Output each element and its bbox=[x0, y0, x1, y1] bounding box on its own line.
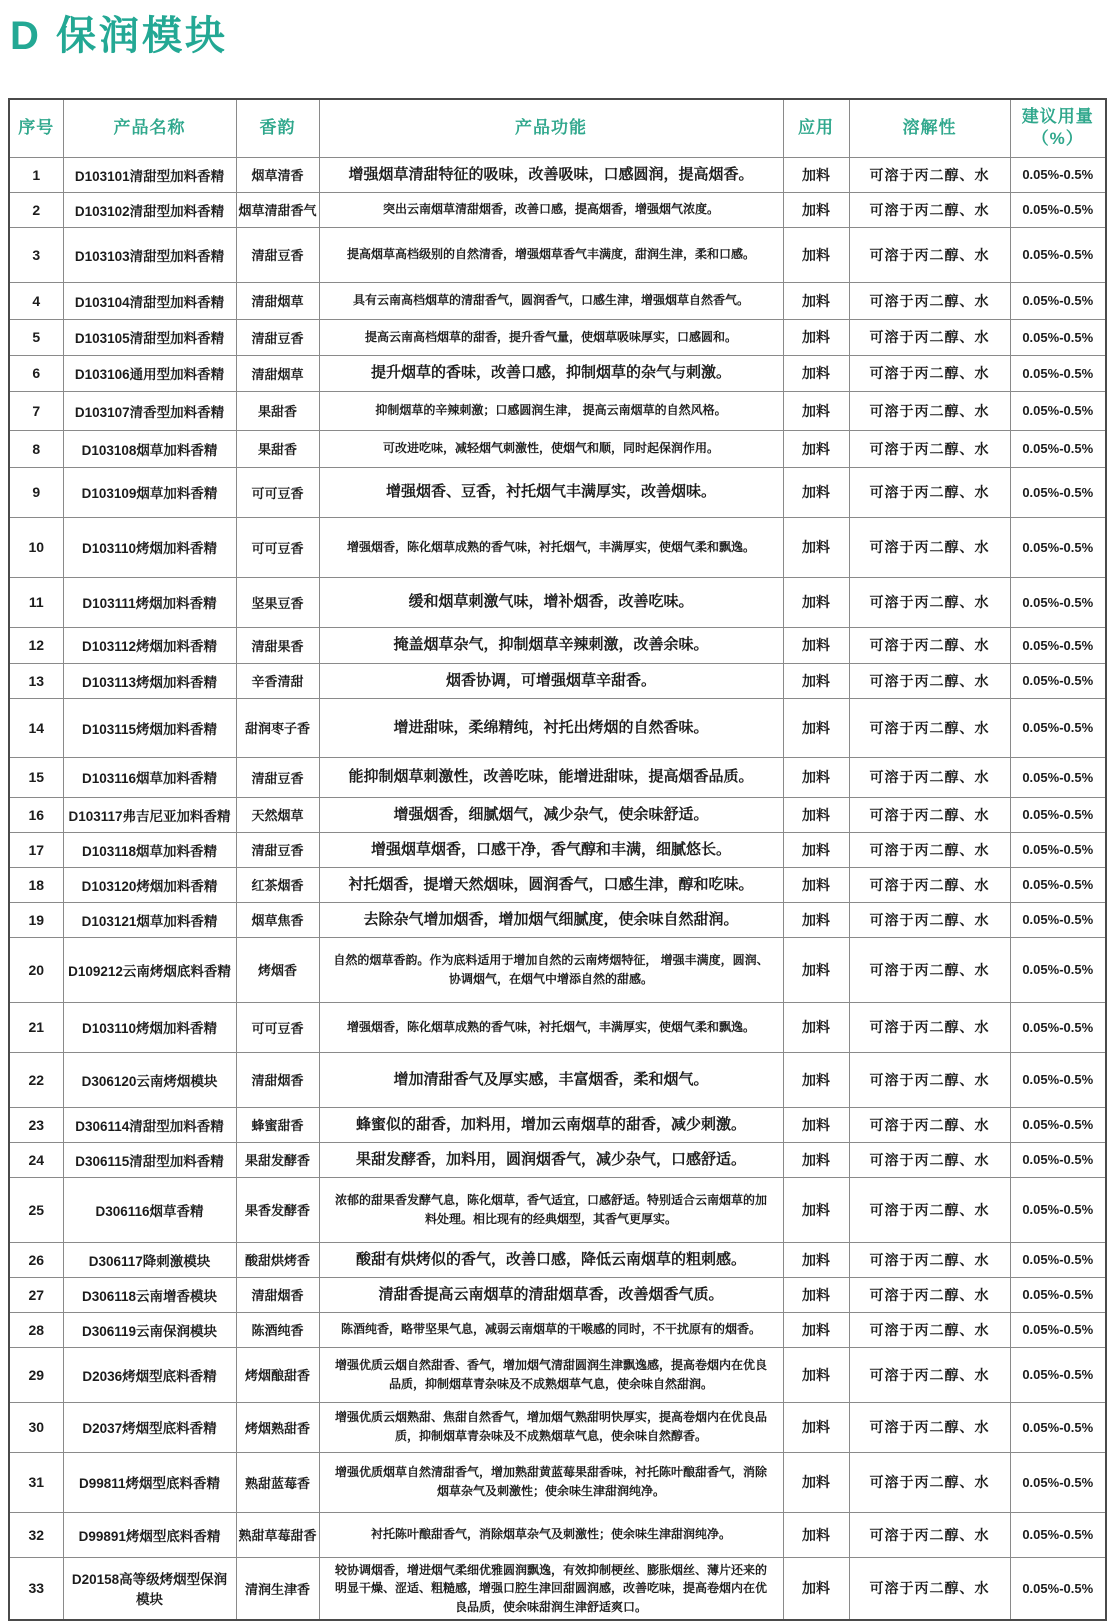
solubility: 可溶于丙二醇、水 bbox=[849, 757, 1010, 797]
aroma: 清甜豆香 bbox=[236, 227, 319, 282]
table-row bbox=[9, 937, 1106, 1002]
product-function: 掩盖烟草杂气，抑制烟草辛辣刺激，改善余味。 bbox=[319, 627, 783, 663]
aroma: 清甜烟草 bbox=[236, 355, 319, 391]
row-number: 27 bbox=[9, 1277, 63, 1312]
product-name: D103112烤烟加料香精 bbox=[63, 627, 236, 663]
row-number: 8 bbox=[9, 430, 63, 467]
dosage: 0.05%-0.5% bbox=[1010, 663, 1106, 698]
product-function: 增进甜味，柔绵精纯，衬托出烤烟的自然香味。 bbox=[319, 698, 783, 757]
solubility: 可溶于丙二醇、水 bbox=[849, 1557, 1010, 1620]
solubility: 可溶于丙二醇、水 bbox=[849, 577, 1010, 627]
product-name: D103103清甜型加料香精 bbox=[63, 227, 236, 282]
solubility: 可溶于丙二醇、水 bbox=[849, 867, 1010, 902]
application: 加料 bbox=[783, 1002, 849, 1052]
application: 加料 bbox=[783, 517, 849, 577]
table-row bbox=[9, 797, 1106, 832]
dosage: 0.05%-0.5% bbox=[1010, 757, 1106, 797]
solubility: 可溶于丙二醇、水 bbox=[849, 1107, 1010, 1142]
application: 加料 bbox=[783, 1277, 849, 1312]
aroma: 果香发酵香 bbox=[236, 1177, 319, 1242]
aroma: 可可豆香 bbox=[236, 467, 319, 517]
solubility: 可溶于丙二醇、水 bbox=[849, 663, 1010, 698]
application: 加料 bbox=[783, 867, 849, 902]
aroma: 陈酒纯香 bbox=[236, 1312, 319, 1347]
product-function: 突出云南烟草清甜烟香，改善口感，提高烟香，增强烟气浓度。 bbox=[319, 192, 783, 227]
table-header-row bbox=[9, 99, 1106, 157]
row-number: 20 bbox=[9, 937, 63, 1002]
aroma: 果甜香 bbox=[236, 430, 319, 467]
application: 加料 bbox=[783, 1052, 849, 1107]
aroma: 辛香清甜 bbox=[236, 663, 319, 698]
dosage: 0.05%-0.5% bbox=[1010, 902, 1106, 937]
product-function: 增强烟香，细腻烟气，减少杂气，使余味舒适。 bbox=[319, 797, 783, 832]
table-row bbox=[9, 1177, 1106, 1242]
product-name: D306119云南保润模块 bbox=[63, 1312, 236, 1347]
dosage: 0.05%-0.5% bbox=[1010, 1142, 1106, 1177]
aroma: 熟甜蓝莓香 bbox=[236, 1452, 319, 1512]
table-row bbox=[9, 467, 1106, 517]
row-number: 5 bbox=[9, 319, 63, 355]
aroma: 清甜烟草 bbox=[236, 282, 319, 319]
aroma: 酸甜烘烤香 bbox=[236, 1242, 319, 1277]
aroma: 清甜果香 bbox=[236, 627, 319, 663]
solubility: 可溶于丙二醇、水 bbox=[849, 698, 1010, 757]
dosage: 0.05%-0.5% bbox=[1010, 430, 1106, 467]
solubility: 可溶于丙二醇、水 bbox=[849, 1277, 1010, 1312]
solubility: 可溶于丙二醇、水 bbox=[849, 1142, 1010, 1177]
product-name: D306116烟草香精 bbox=[63, 1177, 236, 1242]
product-function: 提升烟草的香味，改善口感，抑制烟草的杂气与刺激。 bbox=[319, 355, 783, 391]
product-function: 果甜发酵香，加料用，圆润烟香气，减少杂气，口感舒适。 bbox=[319, 1142, 783, 1177]
dosage: 0.05%-0.5% bbox=[1010, 1312, 1106, 1347]
table-row bbox=[9, 430, 1106, 467]
dosage: 0.05%-0.5% bbox=[1010, 467, 1106, 517]
table-row bbox=[9, 867, 1106, 902]
application: 加料 bbox=[783, 391, 849, 430]
product-table-container bbox=[8, 98, 1112, 1621]
row-number: 26 bbox=[9, 1242, 63, 1277]
dosage: 0.05%-0.5% bbox=[1010, 797, 1106, 832]
product-name: D103105清甜型加料香精 bbox=[63, 319, 236, 355]
application: 加料 bbox=[783, 467, 849, 517]
table-row bbox=[9, 1277, 1106, 1312]
product-function: 提高云南高档烟草的甜香，提升香气量，使烟草吸味厚实，口感圆和。 bbox=[319, 319, 783, 355]
solubility: 可溶于丙二醇、水 bbox=[849, 1402, 1010, 1452]
product-function: 增强烟香，陈化烟草成熟的香气味，衬托烟气，丰满厚实，使烟气柔和飘逸。 bbox=[319, 1002, 783, 1052]
table-row bbox=[9, 902, 1106, 937]
aroma: 清甜豆香 bbox=[236, 319, 319, 355]
application: 加料 bbox=[783, 1242, 849, 1277]
product-name: D103102清甜型加料香精 bbox=[63, 192, 236, 227]
product-name: D306114清甜型加料香精 bbox=[63, 1107, 236, 1142]
row-number: 30 bbox=[9, 1402, 63, 1452]
application: 加料 bbox=[783, 1312, 849, 1347]
table-row bbox=[9, 1347, 1106, 1402]
product-name: D306118云南增香模块 bbox=[63, 1277, 236, 1312]
table-row bbox=[9, 1312, 1106, 1347]
column-header-3: 产品功能 bbox=[319, 99, 783, 157]
dosage: 0.05%-0.5% bbox=[1010, 192, 1106, 227]
product-name: D306120云南烤烟模块 bbox=[63, 1052, 236, 1107]
dosage: 0.05%-0.5% bbox=[1010, 1002, 1106, 1052]
application: 加料 bbox=[783, 1402, 849, 1452]
dosage: 0.05%-0.5% bbox=[1010, 937, 1106, 1002]
solubility: 可溶于丙二醇、水 bbox=[849, 937, 1010, 1002]
table-row bbox=[9, 627, 1106, 663]
aroma: 清甜豆香 bbox=[236, 832, 319, 867]
aroma: 红茶烟香 bbox=[236, 867, 319, 902]
solubility: 可溶于丙二醇、水 bbox=[849, 1052, 1010, 1107]
row-number: 28 bbox=[9, 1312, 63, 1347]
solubility: 可溶于丙二醇、水 bbox=[849, 319, 1010, 355]
solubility: 可溶于丙二醇、水 bbox=[849, 192, 1010, 227]
row-number: 17 bbox=[9, 832, 63, 867]
aroma: 可可豆香 bbox=[236, 517, 319, 577]
dosage: 0.05%-0.5% bbox=[1010, 698, 1106, 757]
row-number: 12 bbox=[9, 627, 63, 663]
table-row bbox=[9, 832, 1106, 867]
solubility: 可溶于丙二醇、水 bbox=[849, 797, 1010, 832]
product-function: 浓郁的甜果香发酵气息，陈化烟草，香气适宜，口感舒适。特别适合云南烟草的加料处理。相比现有的经典烟型，其香气更厚实。 bbox=[319, 1177, 783, 1242]
product-name: D109212云南烤烟底料香精 bbox=[63, 937, 236, 1002]
row-number: 31 bbox=[9, 1452, 63, 1512]
dosage: 0.05%-0.5% bbox=[1010, 1402, 1106, 1452]
column-header-1: 产品名称 bbox=[63, 99, 236, 157]
row-number: 2 bbox=[9, 192, 63, 227]
aroma: 烟草清甜香气 bbox=[236, 192, 319, 227]
dosage: 0.05%-0.5% bbox=[1010, 391, 1106, 430]
product-function: 增强烟草清甜特征的吸味，改善吸味，口感圆润，提高烟香。 bbox=[319, 157, 783, 192]
dosage: 0.05%-0.5% bbox=[1010, 355, 1106, 391]
product-name: D103107清香型加料香精 bbox=[63, 391, 236, 430]
dosage: 0.05%-0.5% bbox=[1010, 1177, 1106, 1242]
product-function: 增强烟香、豆香，衬托烟气丰满厚实，改善烟味。 bbox=[319, 467, 783, 517]
product-function: 具有云南高档烟草的清甜香气，圆润香气，口感生津，增强烟草自然香气。 bbox=[319, 282, 783, 319]
product-name: D103108烟草加料香精 bbox=[63, 430, 236, 467]
application: 加料 bbox=[783, 192, 849, 227]
aroma: 烤烟熟甜香 bbox=[236, 1402, 319, 1452]
product-function: 能抑制烟草刺激性，改善吃味，能增进甜味，提高烟香品质。 bbox=[319, 757, 783, 797]
product-function: 衬托烟香，提增天然烟味，圆润香气，口感生津，醇和吃味。 bbox=[319, 867, 783, 902]
aroma: 果甜香 bbox=[236, 391, 319, 430]
product-function: 清甜香提高云南烟草的清甜烟草香，改善烟香气质。 bbox=[319, 1277, 783, 1312]
table-row bbox=[9, 577, 1106, 627]
row-number: 23 bbox=[9, 1107, 63, 1142]
table-row bbox=[9, 319, 1106, 355]
solubility: 可溶于丙二醇、水 bbox=[849, 430, 1010, 467]
dosage: 0.05%-0.5% bbox=[1010, 1052, 1106, 1107]
product-name: D103104清甜型加料香精 bbox=[63, 282, 236, 319]
application: 加料 bbox=[783, 1177, 849, 1242]
solubility: 可溶于丙二醇、水 bbox=[849, 1347, 1010, 1402]
product-function: 烟香协调，可增强烟草辛甜香。 bbox=[319, 663, 783, 698]
table-row bbox=[9, 1242, 1106, 1277]
column-header-5: 溶解性 bbox=[849, 99, 1010, 157]
product-name: D103116烟草加料香精 bbox=[63, 757, 236, 797]
solubility: 可溶于丙二醇、水 bbox=[849, 517, 1010, 577]
solubility: 可溶于丙二醇、水 bbox=[849, 467, 1010, 517]
row-number: 16 bbox=[9, 797, 63, 832]
table-row bbox=[9, 391, 1106, 430]
dosage: 0.05%-0.5% bbox=[1010, 1512, 1106, 1557]
page-title: D 保润模块 bbox=[10, 14, 228, 58]
application: 加料 bbox=[783, 757, 849, 797]
product-table-body bbox=[9, 157, 1106, 1620]
dosage: 0.05%-0.5% bbox=[1010, 867, 1106, 902]
table-row bbox=[9, 355, 1106, 391]
row-number: 32 bbox=[9, 1512, 63, 1557]
application: 加料 bbox=[783, 663, 849, 698]
application: 加料 bbox=[783, 227, 849, 282]
row-number: 7 bbox=[9, 391, 63, 430]
product-name: D103111烤烟加料香精 bbox=[63, 577, 236, 627]
table-row bbox=[9, 1512, 1106, 1557]
dosage: 0.05%-0.5% bbox=[1010, 1347, 1106, 1402]
application: 加料 bbox=[783, 355, 849, 391]
product-name: D99891烤烟型底料香精 bbox=[63, 1512, 236, 1557]
row-number: 19 bbox=[9, 902, 63, 937]
product-name: D103101清甜型加料香精 bbox=[63, 157, 236, 192]
aroma: 果甜发酵香 bbox=[236, 1142, 319, 1177]
product-name: D103109烟草加料香精 bbox=[63, 467, 236, 517]
table-row bbox=[9, 1107, 1106, 1142]
application: 加料 bbox=[783, 902, 849, 937]
aroma: 烟草焦香 bbox=[236, 902, 319, 937]
application: 加料 bbox=[783, 1347, 849, 1402]
product-name: D103121烟草加料香精 bbox=[63, 902, 236, 937]
product-function: 自然的烟草香韵。作为底料适用于增加自然的云南烤烟特征， 增强丰满度，圆润、协调烟气，在烟气中增添自然的甜感。 bbox=[319, 937, 783, 1002]
aroma: 熟甜草莓甜香 bbox=[236, 1512, 319, 1557]
aroma: 蜂蜜甜香 bbox=[236, 1107, 319, 1142]
application: 加料 bbox=[783, 1142, 849, 1177]
dosage: 0.05%-0.5% bbox=[1010, 1242, 1106, 1277]
row-number: 24 bbox=[9, 1142, 63, 1177]
product-name: D103110烤烟加料香精 bbox=[63, 517, 236, 577]
dosage: 0.05%-0.5% bbox=[1010, 1107, 1106, 1142]
product-function: 增强优质云烟熟甜、焦甜自然香气，增加烟气熟甜明快厚实，提高卷烟内在优良品质，抑制烟草青杂味及不成熟烟草气息，使余味自然醇香。 bbox=[319, 1402, 783, 1452]
product-name: D20158高等级烤烟型保润模块 bbox=[63, 1557, 236, 1620]
aroma: 烟草清香 bbox=[236, 157, 319, 192]
application: 加料 bbox=[783, 797, 849, 832]
product-name: D103118烟草加料香精 bbox=[63, 832, 236, 867]
product-function: 增强优质烟草自然清甜香气，增加熟甜黄蓝莓果甜香味，衬托陈叶酿甜香气，消除烟草杂气及刺激性；使余味生津甜润纯净。 bbox=[319, 1452, 783, 1512]
table-row bbox=[9, 1557, 1106, 1620]
application: 加料 bbox=[783, 937, 849, 1002]
aroma: 清甜豆香 bbox=[236, 757, 319, 797]
table-row bbox=[9, 1142, 1106, 1177]
row-number: 9 bbox=[9, 467, 63, 517]
product-table bbox=[8, 98, 1107, 1621]
solubility: 可溶于丙二醇、水 bbox=[849, 355, 1010, 391]
solubility: 可溶于丙二醇、水 bbox=[849, 832, 1010, 867]
aroma: 清甜烟香 bbox=[236, 1277, 319, 1312]
product-name: D2036烤烟型底料香精 bbox=[63, 1347, 236, 1402]
column-header-4: 应用 bbox=[783, 99, 849, 157]
application: 加料 bbox=[783, 282, 849, 319]
product-function: 陈酒纯香，略带坚果气息，减弱云南烟草的干喉感的同时，不干扰原有的烟香。 bbox=[319, 1312, 783, 1347]
product-function: 增强烟草烟香，口感干净，香气醇和丰满，细腻悠长。 bbox=[319, 832, 783, 867]
row-number: 21 bbox=[9, 1002, 63, 1052]
dosage: 0.05%-0.5% bbox=[1010, 227, 1106, 282]
product-name: D103120烤烟加料香精 bbox=[63, 867, 236, 902]
row-number: 11 bbox=[9, 577, 63, 627]
dosage: 0.05%-0.5% bbox=[1010, 1557, 1106, 1620]
table-row bbox=[9, 698, 1106, 757]
row-number: 1 bbox=[9, 157, 63, 192]
solubility: 可溶于丙二醇、水 bbox=[849, 627, 1010, 663]
application: 加料 bbox=[783, 1452, 849, 1512]
application: 加料 bbox=[783, 698, 849, 757]
application: 加料 bbox=[783, 577, 849, 627]
solubility: 可溶于丙二醇、水 bbox=[849, 1177, 1010, 1242]
solubility: 可溶于丙二醇、水 bbox=[849, 391, 1010, 430]
dosage: 0.05%-0.5% bbox=[1010, 1277, 1106, 1312]
product-function: 蜂蜜似的甜香，加料用，增加云南烟草的甜香，减少刺激。 bbox=[319, 1107, 783, 1142]
application: 加料 bbox=[783, 1107, 849, 1142]
application: 加料 bbox=[783, 1557, 849, 1620]
row-number: 29 bbox=[9, 1347, 63, 1402]
table-row bbox=[9, 192, 1106, 227]
product-name: D306115清甜型加料香精 bbox=[63, 1142, 236, 1177]
solubility: 可溶于丙二醇、水 bbox=[849, 1512, 1010, 1557]
solubility: 可溶于丙二醇、水 bbox=[849, 282, 1010, 319]
solubility: 可溶于丙二醇、水 bbox=[849, 157, 1010, 192]
solubility: 可溶于丙二醇、水 bbox=[849, 1312, 1010, 1347]
product-function: 可改进吃味，减轻烟气刺激性，使烟气和顺，同时起保润作用。 bbox=[319, 430, 783, 467]
table-row bbox=[9, 282, 1106, 319]
aroma: 天然烟草 bbox=[236, 797, 319, 832]
product-function: 去除杂气增加烟香，增加烟气细腻度，使余味自然甜润。 bbox=[319, 902, 783, 937]
solubility: 可溶于丙二醇、水 bbox=[849, 902, 1010, 937]
row-number: 14 bbox=[9, 698, 63, 757]
row-number: 6 bbox=[9, 355, 63, 391]
table-row bbox=[9, 1002, 1106, 1052]
table-row bbox=[9, 517, 1106, 577]
table-row bbox=[9, 227, 1106, 282]
solubility: 可溶于丙二醇、水 bbox=[849, 1452, 1010, 1512]
table-row bbox=[9, 1452, 1106, 1512]
column-header-0: 序号 bbox=[9, 99, 63, 157]
table-row bbox=[9, 1052, 1106, 1107]
aroma: 烤烟酿甜香 bbox=[236, 1347, 319, 1402]
product-function: 增加清甜香气及厚实感，丰富烟香，柔和烟气。 bbox=[319, 1052, 783, 1107]
dosage: 0.05%-0.5% bbox=[1010, 832, 1106, 867]
aroma: 坚果豆香 bbox=[236, 577, 319, 627]
solubility: 可溶于丙二醇、水 bbox=[849, 227, 1010, 282]
product-name: D2037烤烟型底料香精 bbox=[63, 1402, 236, 1452]
application: 加料 bbox=[783, 157, 849, 192]
solubility: 可溶于丙二醇、水 bbox=[849, 1242, 1010, 1277]
row-number: 13 bbox=[9, 663, 63, 698]
application: 加料 bbox=[783, 1512, 849, 1557]
application: 加料 bbox=[783, 832, 849, 867]
row-number: 10 bbox=[9, 517, 63, 577]
aroma: 清润生津香 bbox=[236, 1557, 319, 1620]
column-header-2: 香韵 bbox=[236, 99, 319, 157]
product-name: D306117降刺激模块 bbox=[63, 1242, 236, 1277]
row-number: 4 bbox=[9, 282, 63, 319]
product-name: D103113烤烟加料香精 bbox=[63, 663, 236, 698]
solubility: 可溶于丙二醇、水 bbox=[849, 1002, 1010, 1052]
product-function: 衬托陈叶酿甜香气，消除烟草杂气及刺激性；使余味生津甜润纯净。 bbox=[319, 1512, 783, 1557]
table-header bbox=[9, 99, 1106, 157]
column-header-6: 建议用量（%） bbox=[1010, 99, 1106, 157]
aroma: 烤烟香 bbox=[236, 937, 319, 1002]
row-number: 18 bbox=[9, 867, 63, 902]
dosage: 0.05%-0.5% bbox=[1010, 517, 1106, 577]
table-row bbox=[9, 663, 1106, 698]
product-function: 缓和烟草刺激气味，增补烟香，改善吃味。 bbox=[319, 577, 783, 627]
row-number: 22 bbox=[9, 1052, 63, 1107]
table-row bbox=[9, 157, 1106, 192]
product-name: D103106通用型加料香精 bbox=[63, 355, 236, 391]
product-function: 增强烟香，陈化烟草成熟的香气味，衬托烟气，丰满厚实，使烟气柔和飘逸。 bbox=[319, 517, 783, 577]
application: 加料 bbox=[783, 627, 849, 663]
dosage: 0.05%-0.5% bbox=[1010, 319, 1106, 355]
dosage: 0.05%-0.5% bbox=[1010, 1452, 1106, 1512]
row-number: 3 bbox=[9, 227, 63, 282]
dosage: 0.05%-0.5% bbox=[1010, 282, 1106, 319]
row-number: 33 bbox=[9, 1557, 63, 1620]
product-function: 酸甜有烘烤似的香气，改善口感，降低云南烟草的粗刺感。 bbox=[319, 1242, 783, 1277]
product-function: 较协调烟香，增进烟气柔细优雅圆润飘逸，有效抑制梗丝、膨胀烟丝、薄片还来的明显干燥、涩适、粗糙感，增强口腔生津回甜圆润感，改善吃味，提高卷烟内在优良品质，使余味甜润生津舒适爽口。 bbox=[319, 1557, 783, 1620]
application: 加料 bbox=[783, 430, 849, 467]
aroma: 可可豆香 bbox=[236, 1002, 319, 1052]
catalog-page bbox=[0, 4, 1112, 1621]
aroma: 清甜烟香 bbox=[236, 1052, 319, 1107]
product-function: 增强优质云烟自然甜香、香气，增加烟气清甜圆润生津飘逸感，提高卷烟内在优良品质，抑制烟草青杂味及不成熟烟草气息，使余味自然甜润。 bbox=[319, 1347, 783, 1402]
product-name: D103117弗吉尼亚加料香精 bbox=[63, 797, 236, 832]
dosage: 0.05%-0.5% bbox=[1010, 157, 1106, 192]
application: 加料 bbox=[783, 319, 849, 355]
product-function: 抑制烟草的辛辣刺激；口感圆润生津， 提高云南烟草的自然风格。 bbox=[319, 391, 783, 430]
row-number: 25 bbox=[9, 1177, 63, 1242]
dosage: 0.05%-0.5% bbox=[1010, 577, 1106, 627]
table-row bbox=[9, 1402, 1106, 1452]
product-name: D103110烤烟加料香精 bbox=[63, 1002, 236, 1052]
product-name: D103115烤烟加料香精 bbox=[63, 698, 236, 757]
table-row bbox=[9, 757, 1106, 797]
row-number: 15 bbox=[9, 757, 63, 797]
aroma: 甜润枣子香 bbox=[236, 698, 319, 757]
product-name: D99811烤烟型底料香精 bbox=[63, 1452, 236, 1512]
product-function: 提高烟草高档级别的自然清香，增强烟草香气丰满度，甜润生津，柔和口感。 bbox=[319, 227, 783, 282]
dosage: 0.05%-0.5% bbox=[1010, 627, 1106, 663]
